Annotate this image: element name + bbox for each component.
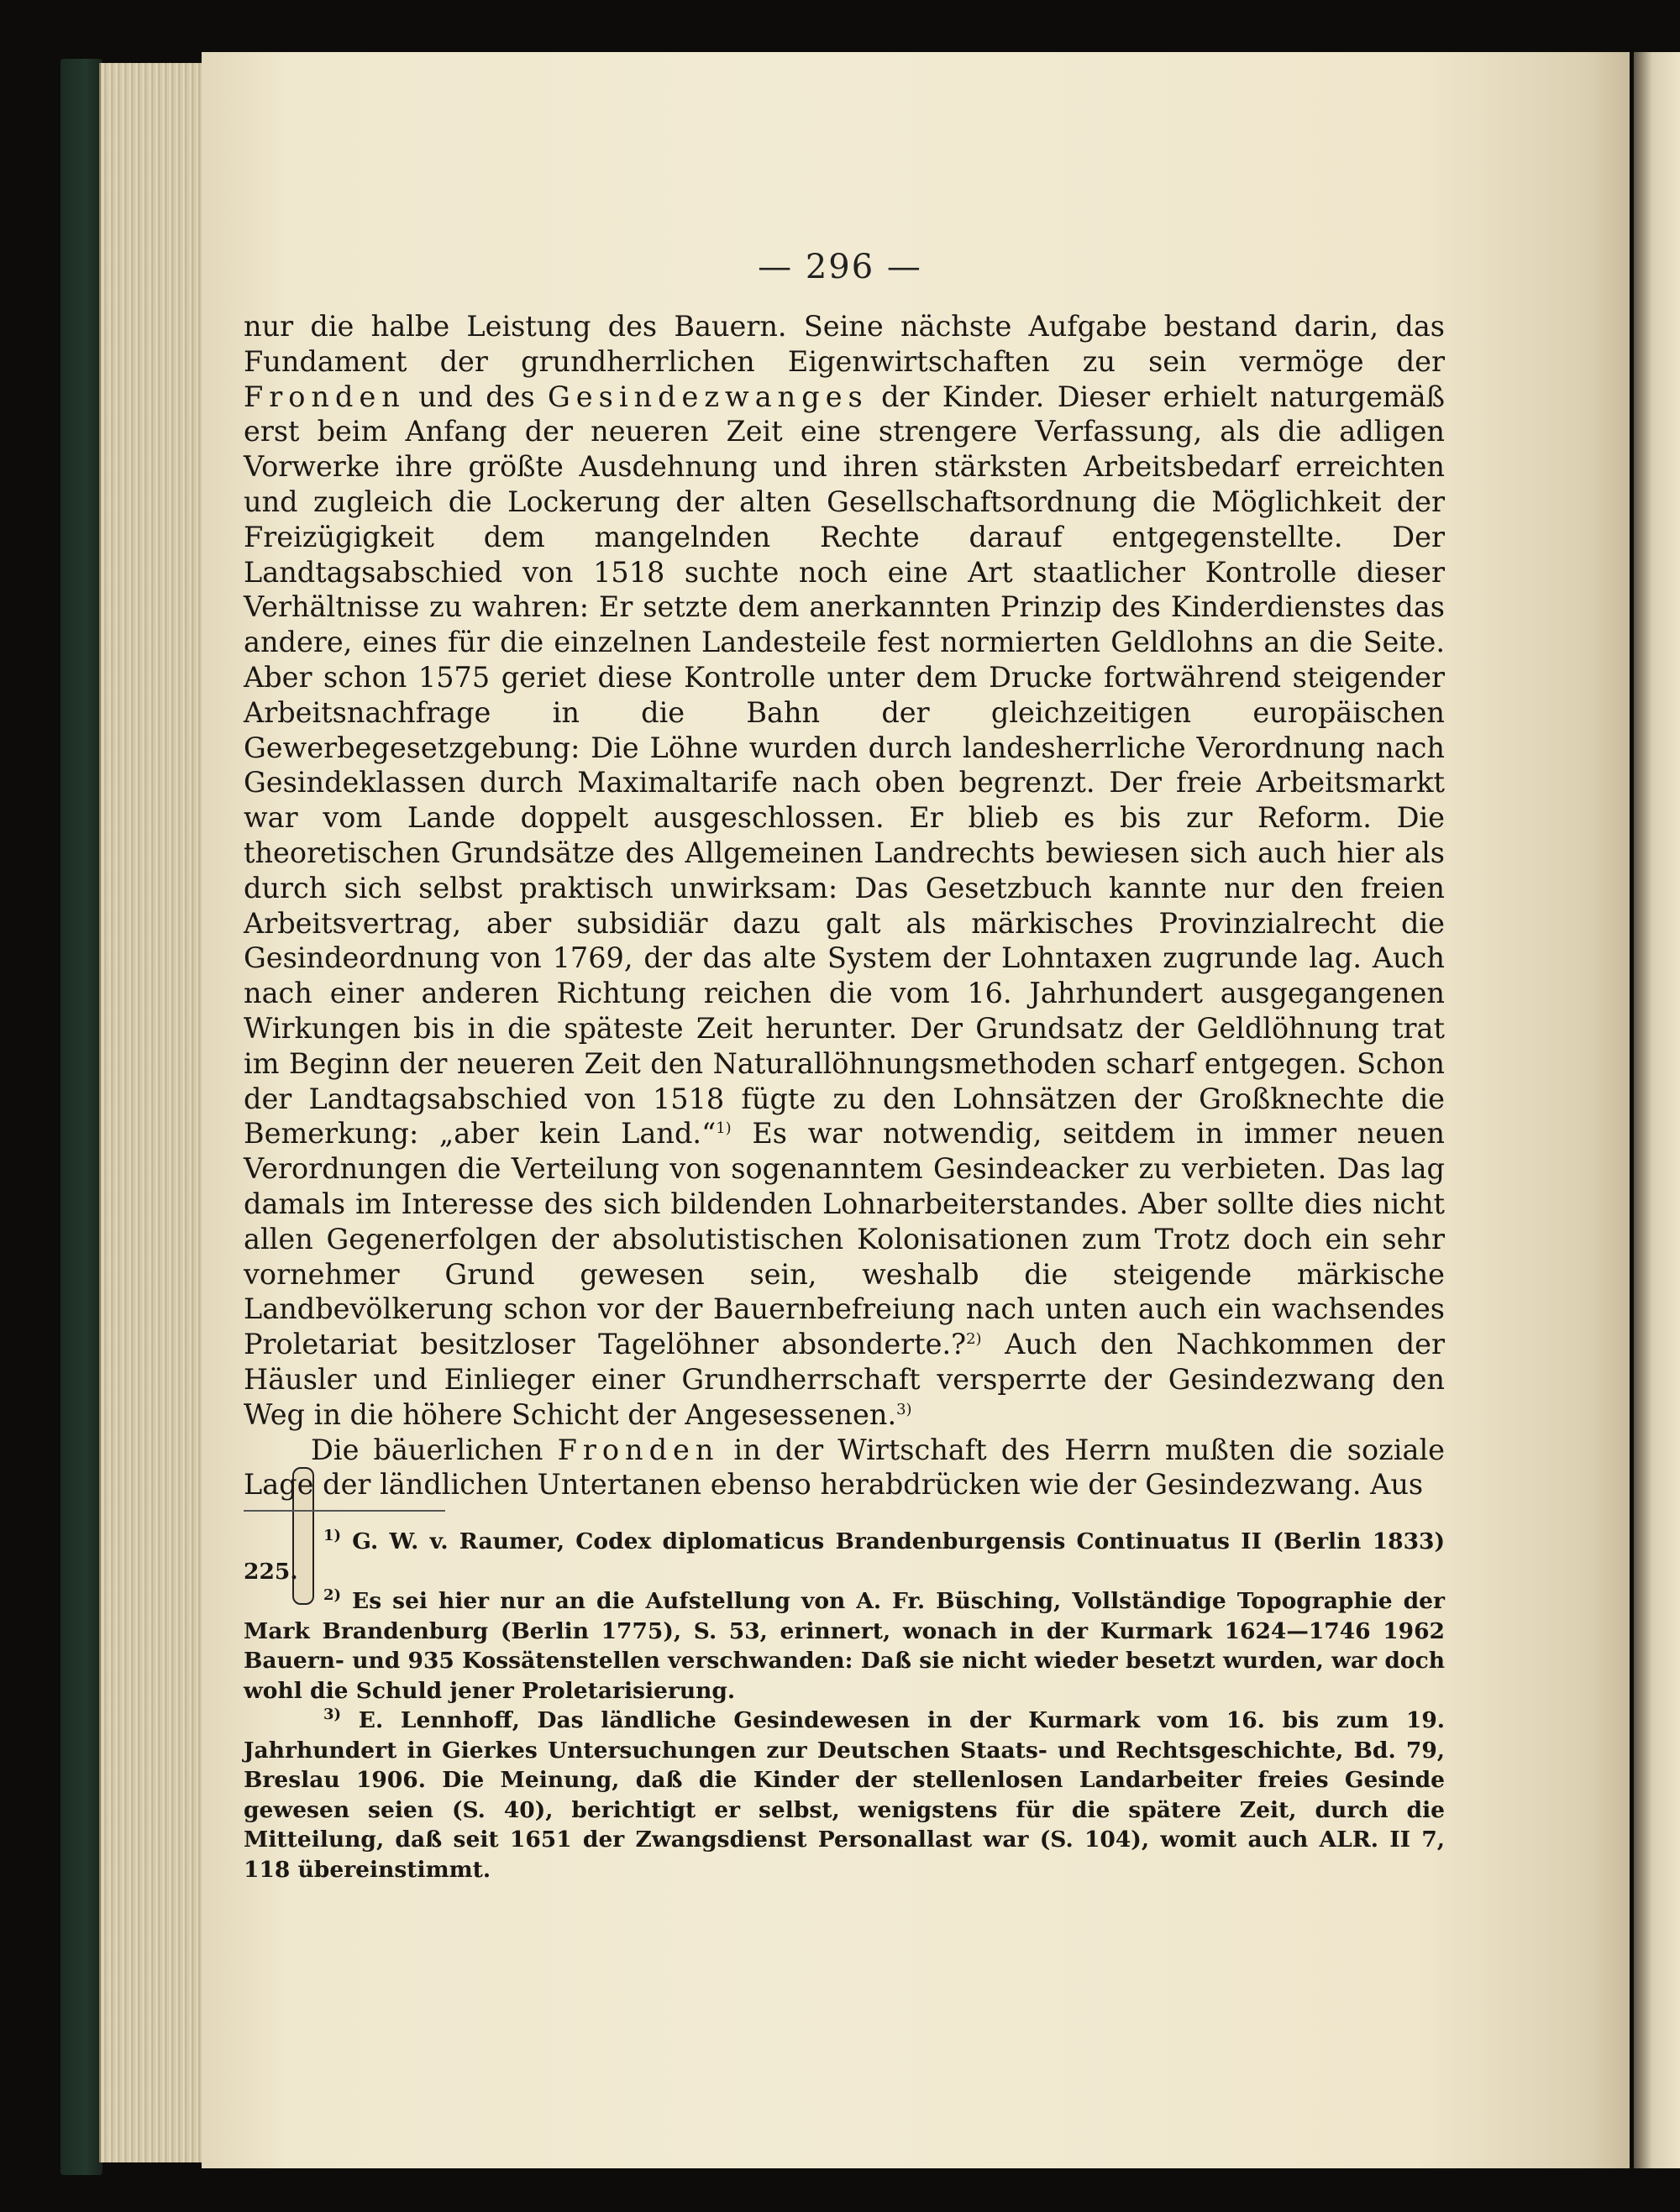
paragraph-1: nur die halbe Leistung des Bauern. Seine nächste Aufgabe bestand darin, das Fundament der grundherrlichen Eigenwirtschaften zu sein vermöge der Fronden und des Gesindezwanges der Kinder. Dieser erhielt naturgemäß erst beim Anfang der neueren Zeit eine strengere Verfassung, als die adligen Vorwerke ihre größte Ausdehnung und ihren stärksten Arbeitsbedarf erreichten und zugleich die Lockerung der alten Gesellschaftsordnung die Möglichkeit der Freizügigkeit dem mangelnden Rechte darauf entgegenstellte. Der Landtagsabschied von 1518 suchte noch eine Art staatlicher Kontrolle dieser Verhältnisse zu wahren: Er setzte dem anerkannten Prinzip des Kinderdienstes das andere, eines für die einzelnen Landesteile fest normierten Geldlohns an die Seite. Aber schon 1575 geriet diese Kontrolle unter dem Drucke fortwährend steigender Arbeitsnachfrage in die Bahn der gleichzeitigen europäischen Gewerbegesetzgebung: Die Löhne wurden durch landesherrliche Verordnung nach Gesindeklassen durch Maximaltarife nach oben begrenzt. Der freie Arbeitsmarkt war vom Lande doppelt ausgeschlossen. Er blieb es bis zur Reform. Die theoretischen Grundsätze des Allgemeinen Landrechts bewiesen sich auch hier als durch sich selbst praktisch unwirksam: Das Gesetzbuch kannte nur den freien Arbeitsvertrag, aber subsidiär dazu galt als märkisches Provinzialrecht die Gesindeordnung von 1769, der das alte System der Lohntaxen zugrunde lag. Auch nach einer anderen Richtung reichen die vom 16. Jahrhundert ausgegangenen Wirkungen bis in die späteste Zeit herunter. Der Grundsatz der Geldlöhnung trat im Beginn der neueren Zeit den Naturallöhnungsmethoden scharf entgegen. Schon der Landtagsabschied von 1518 fügte zu den Lohnsätzen der Großknechte die Bemerkung: „aber kein Land.“$^{1)}$ Es war notwendig, seitdem in immer neuen Verordnungen die Verteilung von sogenanntem Gesindeacker zu verbieten. Das lag damals im Interesse des sich bildenden Lohnarbeiterstandes. Aber sollte dies nicht allen Gegenerfolgen der absolutistischen Kolonisationen zum Trotz doch ein sehr vornehmer Grund gewesen sein, weshalb die steigende märkische Landbevölkerung schon vor der Bauernbefreiung nach unten auch ein wachsendes Proletariat besitzloser Tagelöhner absonderte.?$^{2)}$ Auch den Nachkommen der Häusler und Einlieger einer Grundherrschaft versperrte der Gesindezwang den Weg in die höhere Schicht der Angesessenen.$^{3)}$	[244, 310, 1445, 1431]
emphasis-gesindezwanges: Gesindezwanges	[548, 380, 869, 413]
book-cover-edge	[60, 59, 102, 2175]
footnotes	[244, 1527, 1445, 1884]
emphasis-fronden-2: Fronden	[557, 1433, 720, 1466]
emphasis-fronden: Fronden	[244, 380, 406, 413]
footnote-ref-2[interactable]: 2)	[966, 1329, 982, 1348]
footnote-ref-1[interactable]: 1)	[716, 1119, 732, 1138]
page-stack-edge	[99, 63, 210, 2162]
main-text	[244, 309, 1445, 1502]
paragraph-2: Die bäuerlichen Fronden in der Wirtschaft des Herrn mußten die soziale Lage der ländlichen Untertanen ebenso herabdrücken wie der Gesindezwang. Aus	[244, 1433, 1445, 1502]
footnote-1: $^{1)}$ G. W. v. Raumer, Codex diplomaticus Brandenburgensis Continuatus II (Berlin 1833) 225.	[244, 1527, 1445, 1585]
footnote-3: $^{3)}$ E. Lennhoff, Das ländliche Gesindewesen in der Kurmark vom 16. bis zum 19. Jahrhundert in Gierkes Untersuchungen zur Deutschen Staats- und Rechtsgeschichte, Bd. 79, Breslau 1906. Die Meinung, daß die Kinder der stellenlosen Landarbeiter freies Gesinde gewesen seien (S. 40), berichtigt er selbst, wenigstens für die spätere Zeit, durch die Mitteilung, daß seit 1651 der Zwangsdienst Personallast war (S. 104), womit auch ALR. II 7, 118 übereinstimmt.	[244, 1706, 1445, 1883]
footnote-divider	[244, 1510, 445, 1512]
footnote-2: $^{2)}$ Es sei hier nur an die Aufstellung von A. Fr. Büsching, Vollständige Topographie der Mark Brandenburg (Berlin 1775), S. 53, erinnert, wonach in der Kurmark 1624—1746 1962 Bauern- und 935 Kossätenstellen verschwanden: Daß sie nicht wieder besetzt wurden, war doch wohl die Schuld jener Proletarisierung.	[244, 1586, 1445, 1704]
footnote-ref-3[interactable]: 3)	[896, 1400, 912, 1418]
page-number: — 296 —	[758, 248, 922, 286]
facing-page-edge	[1634, 52, 1680, 2168]
